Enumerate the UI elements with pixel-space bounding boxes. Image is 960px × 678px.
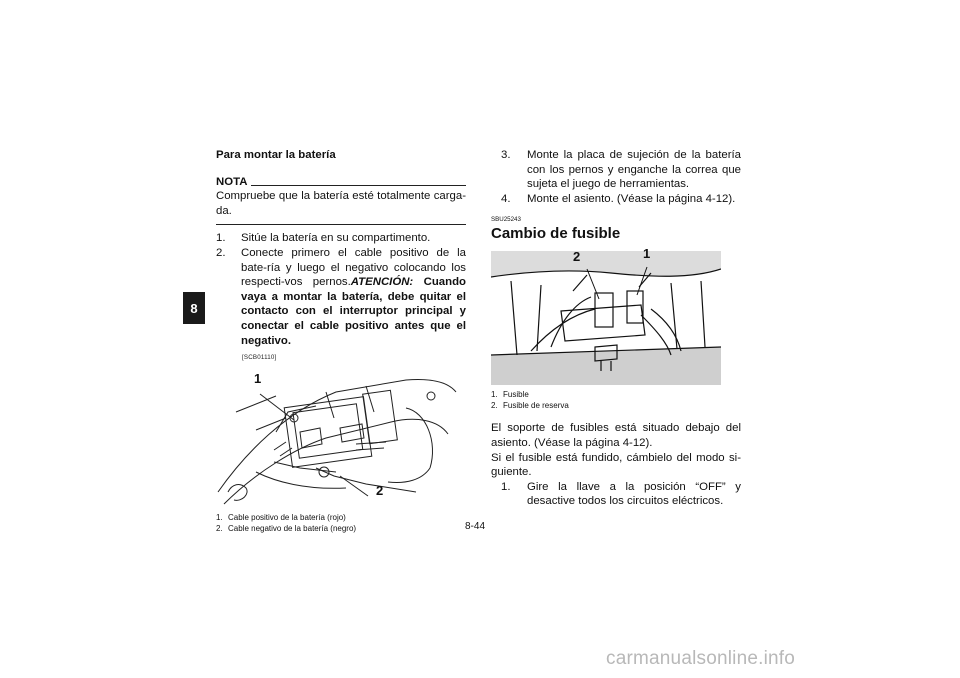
caption-text: Cable negativo de la batería (negro) — [228, 524, 357, 534]
caption-number: 2. — [216, 524, 223, 534]
caption-item — [216, 512, 466, 523]
nota-header — [216, 175, 466, 190]
list-item — [491, 148, 741, 192]
caption-item — [491, 389, 741, 400]
chapter-tab — [183, 292, 205, 324]
caption-number: 1. — [491, 390, 498, 400]
callout-1: 1 — [254, 371, 262, 387]
caption-item — [491, 400, 741, 411]
callout-2: 2 — [573, 249, 581, 265]
caption-item — [216, 523, 466, 534]
nota-text: Compruebe que la batería esté totalmente carga-da. — [216, 190, 466, 217]
install-steps-continued — [491, 148, 741, 206]
battery-illustration — [216, 372, 464, 508]
fuse-figure-captions — [491, 389, 741, 411]
fuse-illustration — [491, 251, 721, 385]
fuse-blown-paragraph: Si el fusible está fundido, cámbielo del modo si-guiente. — [491, 451, 741, 479]
reference-code: [SCB01110] — [242, 354, 277, 362]
callout-1: 1 — [643, 246, 651, 262]
list-item — [216, 246, 466, 348]
step-number: 1. — [216, 232, 226, 245]
watermark: carmanualsonline.info — [606, 648, 796, 669]
chapter-number: 8 — [190, 300, 198, 316]
caption-number: 1. — [216, 513, 223, 523]
nota-label: NOTA — [216, 175, 248, 188]
list-item — [216, 231, 466, 246]
step-number: 3. — [501, 149, 511, 161]
section-title: Cambio de fusible — [491, 225, 621, 243]
list-item — [491, 192, 741, 207]
battery-figure — [216, 372, 466, 508]
step-text: Sitúe la batería en su compartimento. — [241, 232, 431, 245]
caption-text: Fusible de reserva — [503, 401, 569, 411]
step-text: Gire la llave a la posición “OFF” y desactive todos los circuitos eléctricos. — [527, 480, 741, 508]
nota-end-rule — [216, 224, 466, 225]
fuse-figure — [491, 246, 741, 385]
caption-text: Cable positivo de la batería (rojo) — [228, 513, 346, 523]
nota-rule — [251, 185, 466, 186]
left-column — [216, 148, 466, 534]
install-steps — [216, 231, 466, 348]
step-text: Monte la placa de sujeción de la batería con los pernos y enganche la correa que sujeta el juego de herramientas. — [527, 149, 741, 191]
page-number: 8-44 — [465, 521, 486, 532]
nota-box — [216, 175, 466, 226]
warning-text: Cuando vaya a montar la batería, debe quitar el contacto con el interruptor principal y conectar el cable positivo antes que el negativo. — [241, 276, 466, 347]
step-number: 4. — [501, 192, 511, 205]
section-code: SBU25243 — [491, 216, 521, 224]
callout-2: 2 — [376, 483, 384, 499]
step-number: 1. — [501, 480, 511, 493]
battery-figure-captions — [216, 512, 466, 534]
step-text: Monte el asiento. (Véase la página 4-12). — [527, 192, 736, 205]
step-text-with-warning — [241, 246, 466, 348]
warning-label: ATENCIÓN: — [350, 276, 414, 289]
fuse-steps — [491, 480, 741, 509]
fuse-location-paragraph: El soporte de fusibles está situado debajo del asiento. (Véase la página 4-12). — [491, 422, 741, 449]
step-text: Conecte primero el cable positivo de la bate-ría y luego el negativo colocando los respecti-vos pernos. — [241, 246, 466, 289]
caption-number: 2. — [491, 401, 498, 411]
step-number: 2. — [216, 246, 226, 259]
subheading-battery-install: Para montar la batería — [216, 149, 336, 161]
caption-text: Fusible — [503, 390, 529, 400]
list-item — [491, 480, 741, 509]
right-column — [491, 148, 741, 509]
